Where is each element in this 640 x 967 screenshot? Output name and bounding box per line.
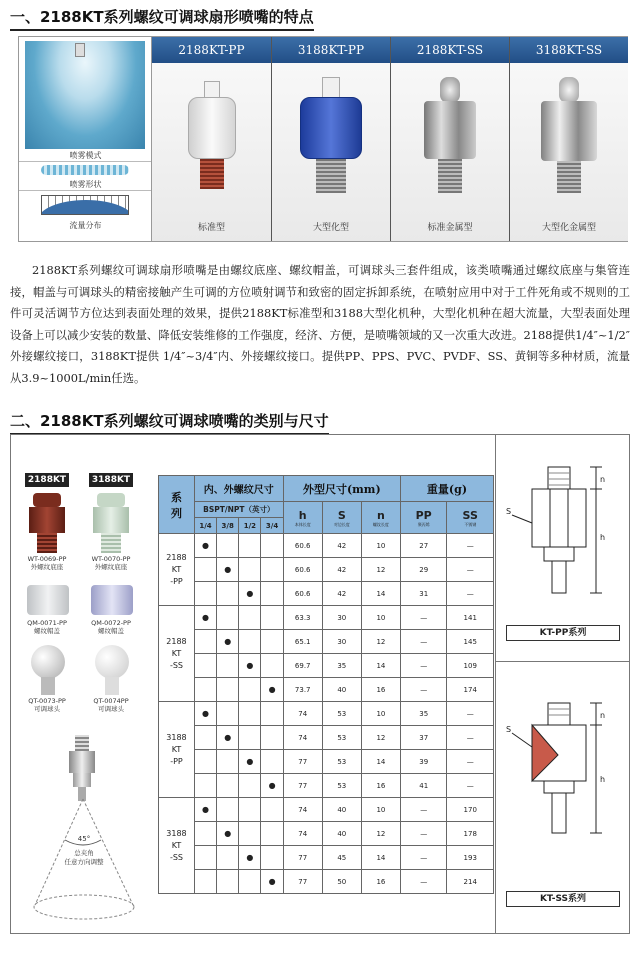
ball-head-image (95, 645, 129, 695)
value-cell-ss: 145 (447, 630, 494, 654)
value-cell-s: 45 (322, 846, 361, 870)
value-cell-n: 12 (361, 726, 400, 750)
value-cell-h: 77 (283, 870, 322, 894)
nozzle-tip-image (75, 43, 85, 57)
value-cell-n: 14 (361, 846, 400, 870)
value-cell-s: 30 (322, 606, 361, 630)
dim-h-header: h 本体长度 (283, 502, 322, 534)
table-row (159, 630, 494, 654)
dim-s-header: S 对边长度 (322, 502, 361, 534)
value-cell-h: 74 (283, 822, 322, 846)
value-cell-pp: — (400, 870, 446, 894)
thread-size-cell (194, 846, 216, 870)
thread-size-cell (217, 678, 239, 702)
value-cell-n: 12 (361, 558, 400, 582)
thread-size-cell (217, 606, 239, 630)
product-column (509, 37, 628, 241)
value-cell-ss: — (447, 774, 494, 798)
dim-label: n (600, 475, 606, 484)
value-cell-pp: — (400, 630, 446, 654)
thread-size-cell (194, 726, 216, 750)
thread-subheader: BSPT/NPT（英寸） (194, 502, 283, 518)
value-cell-s: 35 (322, 654, 361, 678)
thread-size-cell (261, 630, 283, 654)
product-image (152, 63, 271, 241)
value-cell-pp: 41 (400, 774, 446, 798)
part-caption: WT-0070-PP 外螺纹底座 (91, 555, 131, 571)
series-tag: 2188KT (25, 473, 69, 487)
table-row (159, 870, 494, 894)
thread-size-cell (194, 822, 216, 846)
product-model: 2188KT-PP (152, 37, 271, 63)
thread-size-cell (217, 774, 239, 798)
series-cell: 2188 KT -PP (159, 534, 195, 606)
product-caption: 大型化金属型 (541, 223, 596, 233)
thread-size-cell (261, 606, 283, 630)
thread-size-cell: ● (194, 606, 216, 630)
section2-title: 二、2188KT系列螺纹可调球喷嘴的类别与尺寸 (10, 410, 329, 431)
thread-size-cell (239, 798, 261, 822)
value-cell-pp: — (400, 654, 446, 678)
value-cell-h: 60.6 (283, 582, 322, 606)
series-cell: 3188 KT -SS (159, 798, 195, 894)
value-cell-s: 53 (322, 726, 361, 750)
thread-size-cell (217, 870, 239, 894)
weight-ss-header: SS 不锈钢 (447, 502, 494, 534)
dimension-table (158, 475, 494, 894)
thread-size-cell (239, 558, 261, 582)
spray-shape-caption: 喷雾形状 (69, 180, 102, 189)
threaded-base-image (29, 493, 65, 553)
value-cell-h: 73.7 (283, 678, 322, 702)
value-cell-s: 53 (322, 702, 361, 726)
dim-n-header: n 螺纹长度 (361, 502, 400, 534)
value-cell-ss: — (447, 534, 494, 558)
angle-note: 总夹角 (74, 849, 94, 857)
table-row (159, 582, 494, 606)
thread-size-cell (217, 750, 239, 774)
value-cell-ss: — (447, 750, 494, 774)
thread-size-cell: ● (261, 774, 283, 798)
thread-size-cell (194, 750, 216, 774)
dim-label: S (506, 507, 512, 516)
value-cell-n: 12 (361, 630, 400, 654)
product-caption: 大型化型 (312, 223, 349, 233)
value-cell-n: 10 (361, 534, 400, 558)
part-caption: WT-0069-PP 外螺纹底座 (27, 555, 67, 571)
weight-pp-header: PP 聚丙烯 (400, 502, 446, 534)
thread-size-cell (261, 582, 283, 606)
value-cell-s: 40 (322, 822, 361, 846)
thread-size-cell (261, 534, 283, 558)
table-row (159, 558, 494, 582)
series-header: 系 列 (159, 476, 195, 534)
thread-size-cell (261, 798, 283, 822)
value-cell-ss: 141 (447, 606, 494, 630)
value-cell-ss: — (447, 726, 494, 750)
thread-size-cell (194, 870, 216, 894)
thread-size-cell: ● (217, 726, 239, 750)
dims-header: 外型尺寸(mm) (283, 476, 400, 502)
table-row (159, 678, 494, 702)
value-cell-s: 42 (322, 534, 361, 558)
product-model: 3188KT-SS (510, 37, 628, 63)
thread-size-cell (239, 822, 261, 846)
thread-size-cell (194, 654, 216, 678)
thread-size-cell (217, 702, 239, 726)
value-cell-pp: — (400, 846, 446, 870)
table-row (159, 654, 494, 678)
spray-mode-caption: 喷雾模式 (69, 151, 102, 160)
product-model: 2188KT-SS (391, 37, 509, 63)
value-cell-h: 69.7 (283, 654, 322, 678)
value-cell-n: 10 (361, 606, 400, 630)
thread-size-cell (261, 750, 283, 774)
thread-size-cell: ● (217, 558, 239, 582)
product-image (510, 63, 628, 241)
value-cell-s: 53 (322, 750, 361, 774)
value-cell-s: 53 (322, 774, 361, 798)
thread-size-cell (261, 702, 283, 726)
value-cell-n: 14 (361, 582, 400, 606)
value-cell-pp: 29 (400, 558, 446, 582)
feature-panel (18, 36, 628, 242)
part-caption: QM-0071-PP 螺纹帽盖 (27, 619, 67, 635)
value-cell-h: 77 (283, 750, 322, 774)
product-column (152, 37, 271, 241)
technical-drawings (495, 435, 629, 933)
thread-size-cell (217, 534, 239, 558)
thread-size-cell (194, 774, 216, 798)
description-paragraph: 2188KT系列螺纹可调球扇形喷嘴是由螺纹底座、螺纹帽盖，可调球头三套件组成，该类喷嘴通过螺纹底座与集管连接，帽盖与可调球头的精密接触产生可调的方位喷射调节和致密的固定拆卸系统，在喷射应用中对于工件死角或不规则的工件可灵活调节方位达到表面处理的效果，提供2188KT标准型和3188大型化机种，大型化机种在超大流量，大型表面处理设备上可以减少安装的数量、降低安装维修的工作强度，经济、方便，是喷嘴领域的又一次重大改进。2188提供1/4″~1/2″外接螺纹接口，3188KT提供 1/4″~3/4″内、外接螺纹接口。提供PP、PPS、PVC、PVDF、SS、黄铜等多种材质，流量从3.9~1000L/min任选。 (10, 263, 630, 385)
value-cell-h: 65.1 (283, 630, 322, 654)
table-row (159, 702, 494, 726)
thread-size-cell (217, 846, 239, 870)
dim-label: n (600, 711, 606, 720)
thread-size-cell (217, 582, 239, 606)
value-cell-pp: — (400, 798, 446, 822)
product-column (271, 37, 390, 241)
thread-size-cell (239, 870, 261, 894)
thread-size-cell (217, 798, 239, 822)
table-row (159, 846, 494, 870)
value-cell-h: 77 (283, 774, 322, 798)
thread-size-cell: ● (194, 798, 216, 822)
product-image (272, 63, 390, 241)
value-cell-ss: 170 (447, 798, 494, 822)
table-row (159, 774, 494, 798)
value-cell-ss: — (447, 558, 494, 582)
spray-pattern-image (25, 41, 145, 149)
thread-size-cell (239, 726, 261, 750)
value-cell-ss: 193 (447, 846, 494, 870)
thread-size-cell (261, 726, 283, 750)
table-row (159, 750, 494, 774)
table-row (159, 798, 494, 822)
value-cell-n: 14 (361, 750, 400, 774)
value-cell-ss: — (447, 582, 494, 606)
thread-size-cell: ● (239, 750, 261, 774)
value-cell-s: 50 (322, 870, 361, 894)
kt-ss-label: KT-SS系列 (506, 891, 620, 907)
thread-size-cell: ● (194, 534, 216, 558)
flow-distribution-caption: 流量分布 (69, 221, 102, 230)
thread-size-header: 3/4 (261, 518, 283, 534)
value-cell-ss: 178 (447, 822, 494, 846)
value-cell-s: 40 (322, 678, 361, 702)
table-row (159, 606, 494, 630)
thread-header: 内、外螺纹尺寸 (194, 476, 283, 502)
value-cell-pp: 27 (400, 534, 446, 558)
value-cell-n: 16 (361, 870, 400, 894)
thread-size-cell: ● (239, 846, 261, 870)
spray-shape-image (41, 165, 129, 175)
thread-size-header: 1/2 (239, 518, 261, 534)
ball-head-image (31, 645, 65, 695)
thread-size-cell: ● (239, 582, 261, 606)
thread-size-cell (261, 846, 283, 870)
parts-column (11, 435, 157, 933)
weight-header: 重量(g) (400, 476, 493, 502)
value-cell-ss: — (447, 702, 494, 726)
table-row (159, 534, 494, 558)
section1-title: 一、2188KT系列螺纹可调球扇形喷嘴的特点 (10, 6, 314, 27)
series-cell: 2188 KT -SS (159, 606, 195, 702)
thread-size-cell (239, 534, 261, 558)
thread-size-cell: ● (194, 702, 216, 726)
value-cell-n: 10 (361, 798, 400, 822)
value-cell-n: 12 (361, 822, 400, 846)
product-photo-area (152, 37, 628, 241)
value-cell-h: 60.6 (283, 558, 322, 582)
flow-distribution-image (41, 195, 129, 215)
value-cell-pp: — (400, 678, 446, 702)
value-cell-pp: — (400, 606, 446, 630)
value-cell-pp: 37 (400, 726, 446, 750)
thread-size-cell (194, 678, 216, 702)
thread-size-cell (261, 558, 283, 582)
part-caption: QT-0073-PP 可调球头 (28, 697, 66, 713)
dim-label: S (506, 725, 512, 734)
dim-label: h (600, 775, 606, 784)
value-cell-h: 63.3 (283, 606, 322, 630)
thread-size-cell (239, 606, 261, 630)
threaded-cap-image (91, 585, 133, 615)
value-cell-ss: 214 (447, 870, 494, 894)
kt-pp-label: KT-PP系列 (506, 625, 620, 641)
table-row (159, 726, 494, 750)
value-cell-ss: 174 (447, 678, 494, 702)
thread-size-cell (194, 582, 216, 606)
product-image (391, 63, 509, 241)
value-cell-n: 16 (361, 774, 400, 798)
thread-size-header: 1/4 (194, 518, 216, 534)
thread-size-cell (239, 702, 261, 726)
value-cell-h: 74 (283, 702, 322, 726)
value-cell-n: 10 (361, 702, 400, 726)
angle-label: 45° (77, 835, 91, 843)
value-cell-s: 42 (322, 558, 361, 582)
value-cell-pp: 39 (400, 750, 446, 774)
thread-size-cell: ● (217, 630, 239, 654)
thread-size-cell (239, 774, 261, 798)
thread-size-cell: ● (239, 654, 261, 678)
thread-size-cell (261, 654, 283, 678)
spray-info-column (19, 37, 152, 241)
angle-note: 任意方向调整 (64, 858, 104, 866)
value-cell-s: 40 (322, 798, 361, 822)
value-cell-n: 16 (361, 678, 400, 702)
value-cell-h: 74 (283, 726, 322, 750)
thread-size-cell: ● (261, 870, 283, 894)
product-caption: 标准金属型 (427, 223, 473, 233)
thread-size-cell (239, 630, 261, 654)
value-cell-s: 42 (322, 582, 361, 606)
value-cell-pp: — (400, 822, 446, 846)
product-model: 3188KT-PP (272, 37, 390, 63)
product-caption: 标准型 (197, 223, 225, 233)
product-column (390, 37, 509, 241)
series-tag: 3188KT (89, 473, 133, 487)
dim-label: h (600, 533, 606, 542)
table-row (159, 822, 494, 846)
thread-size-cell: ● (217, 822, 239, 846)
dimension-panel (10, 434, 630, 934)
thread-size-cell (239, 678, 261, 702)
series-cell: 3188 KT -PP (159, 702, 195, 798)
thread-size-cell: ● (261, 678, 283, 702)
threaded-base-image (93, 493, 129, 553)
thread-size-cell (217, 654, 239, 678)
value-cell-ss: 109 (447, 654, 494, 678)
value-cell-h: 74 (283, 798, 322, 822)
value-cell-n: 14 (361, 654, 400, 678)
value-cell-h: 77 (283, 846, 322, 870)
value-cell-s: 30 (322, 630, 361, 654)
thread-size-cell (261, 822, 283, 846)
value-cell-pp: 35 (400, 702, 446, 726)
part-caption: QM-0072-PP 螺纹帽盖 (91, 619, 131, 635)
thread-size-header: 3/8 (217, 518, 239, 534)
value-cell-pp: 31 (400, 582, 446, 606)
threaded-cap-image (27, 585, 69, 615)
value-cell-h: 60.6 (283, 534, 322, 558)
thread-size-cell (194, 630, 216, 654)
thread-size-cell (194, 558, 216, 582)
part-caption: QT-0074PP 可调球头 (93, 697, 129, 713)
